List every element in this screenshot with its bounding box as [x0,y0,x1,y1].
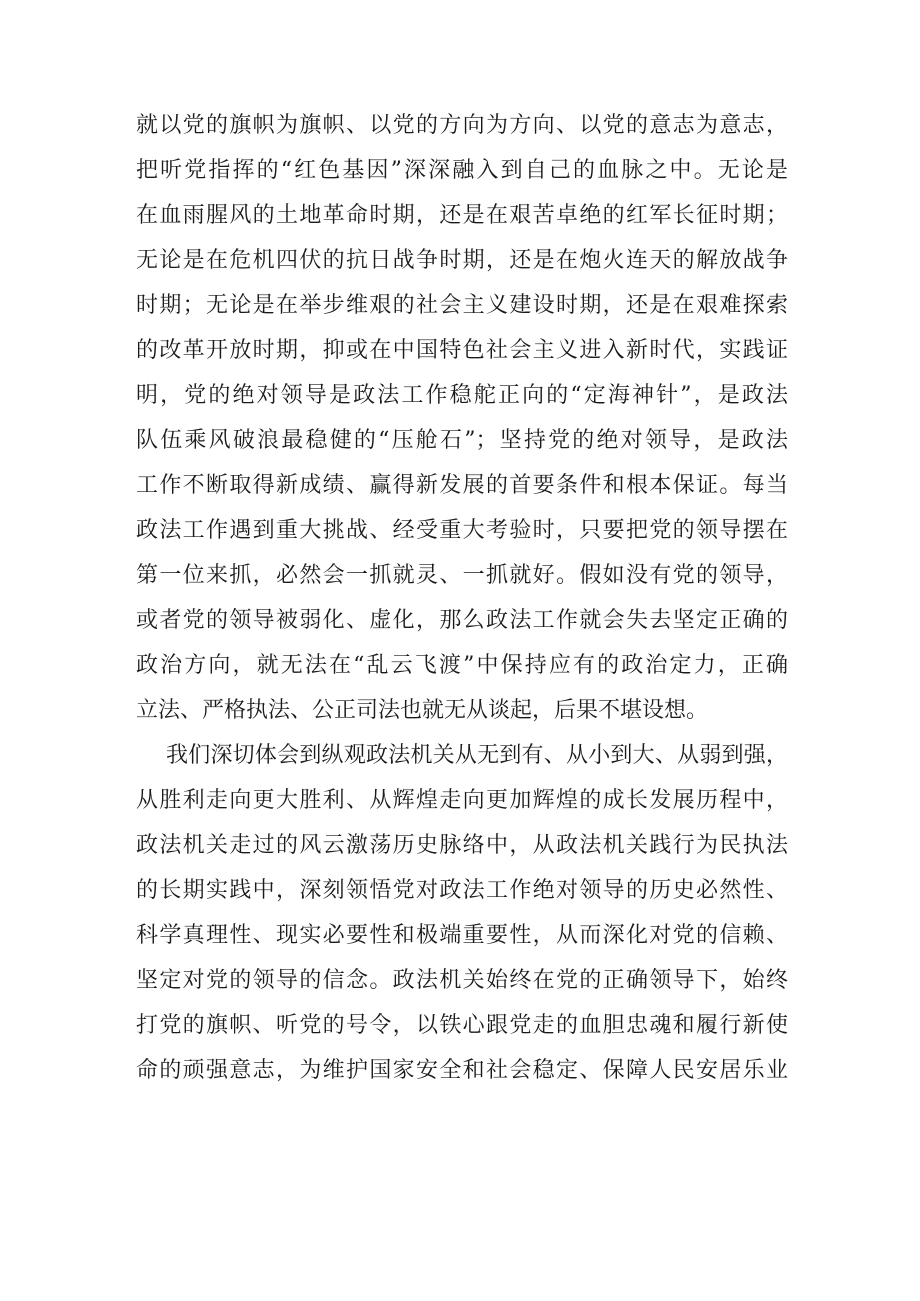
text-line: 时期；无论是在举步维艰的社会主义建设时期，还是在艰难探索 [136,293,788,318]
text-line: 明，党的绝对领导是政法工作稳舵正向的“定海神针”，是政法 [136,383,788,408]
text-line: 立法、严格执法、公正司法也就无从谈起，后果不堪设想。 [136,698,709,723]
text-line: 把听党指挥的“红色基因”深深融入到自己的血脉之中。无论是 [136,158,788,183]
paragraph-first-line: 我们深切体会到纵观政法机关从无到有、从小到大、从弱到强， [166,743,788,768]
text-line: 政法机关走过的风云激荡历史脉络中，从政法机关践行为民执法 [136,833,788,858]
text-line: 政治方向，就无法在“乱云飞渡”中保持应有的政治定力，正确 [136,653,788,678]
text-line: 就以党的旗帜为旗帜、以党的方向为方向、以党的意志为意志， [136,113,788,138]
text-line: 第一位来抓，必然会一抓就灵、一抓就好。假如没有党的领导， [136,563,788,588]
text-line: 打党的旗帜、听党的号令，以铁心跟党走的血胆忠魂和履行新使 [136,1013,788,1038]
text-line: 工作不断取得新成绩、赢得新发展的首要条件和根本保证。每当 [136,473,788,498]
text-line: 队伍乘风破浪最稳健的“压舱石”；坚持党的绝对领导，是政法 [136,428,788,453]
text-line: 命的顽强意志，为维护国家安全和社会稳定、保障人民安居乐业 [136,1058,788,1083]
text-line: 的改革开放时期，抑或在中国特色社会主义进入新时代，实践证 [136,338,788,363]
text-line: 无论是在危机四伏的抗日战争时期，还是在炮火连天的解放战争 [136,248,788,273]
text-line: 坚定对党的领导的信念。政法机关始终在党的正确领导下，始终 [136,968,788,993]
text-line: 在血雨腥风的土地革命时期，还是在艰苦卓绝的红军长征时期； [136,203,788,228]
text-line: 的长期实践中，深刻领悟党对政法工作绝对领导的历史必然性、 [136,878,788,903]
text-line: 科学真理性、现实必要性和极端重要性，从而深化对党的信赖、 [136,923,788,948]
text-line: 政法工作遇到重大挑战、经受重大考验时，只要把党的领导摆在 [136,518,788,543]
text-line: 或者党的领导被弱化、虚化，那么政法工作就会失去坚定正确的 [136,608,788,633]
text-line: 从胜利走向更大胜利、从辉煌走向更加辉煌的成长发展历程中， [136,788,788,813]
